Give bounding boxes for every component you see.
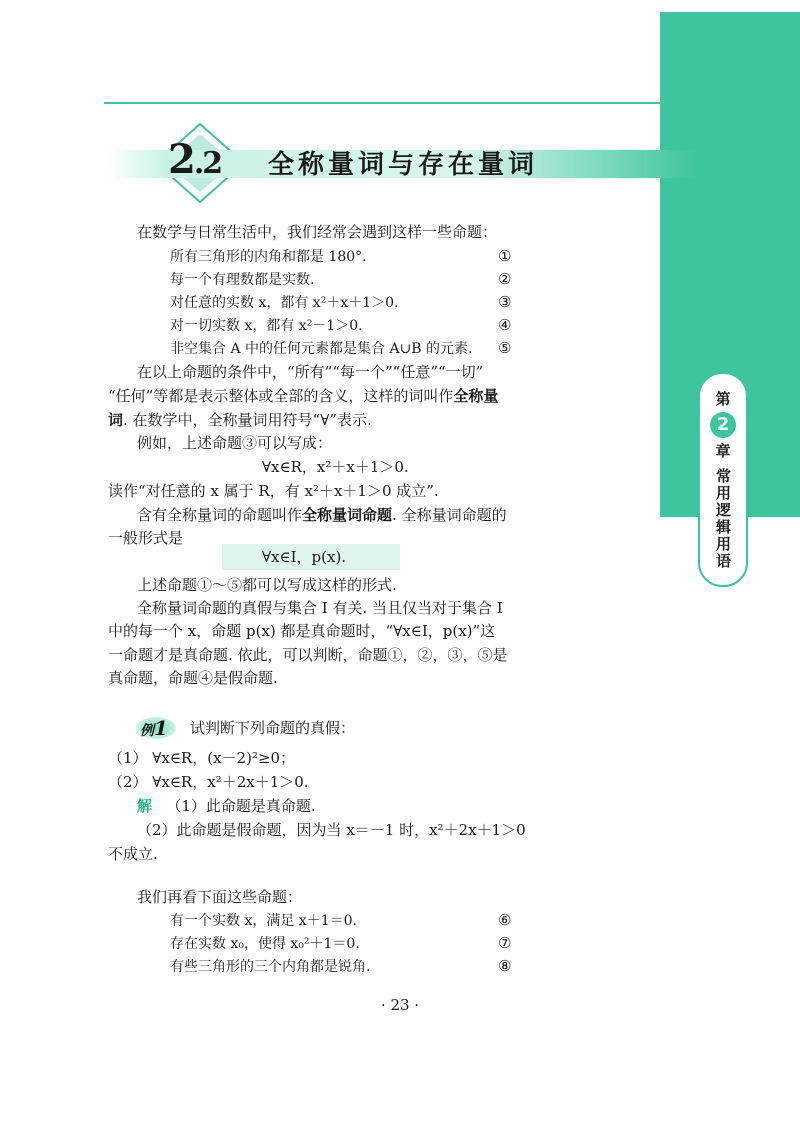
example-label [140,716,168,740]
solution-line2: （2）此命题是假命题，因为当 x＝－1 时，x²＋2x＋1＞0 [137,821,526,839]
intro-text: 在数学与日常生活中，我们经常会遇到这样一些命题： [137,223,498,241]
proposition-7-mark: ⑦ [498,934,512,952]
chapter-tab-zhang: 章 [715,442,731,460]
para1-line3-text: . 在数学中，全称量词用符号“∀”表示. [123,411,372,429]
proposition-3-mark: ③ [498,293,512,311]
para3-line1 [137,505,507,525]
proposition-2: 每一个有理数都是实数. [170,272,315,288]
para4-line2: 中的每一个 x，命题 p(x) 都是真命题时，“∀x∈I，p(x)”这 [108,622,496,640]
term-universal-quantifier: 全称量 [453,387,499,405]
term-universal-proposition: 全称量词命题 [302,506,393,524]
para1-line2-text: “任何”等都是表示整体或全部的含义，这样的词叫作 [108,387,454,405]
example-question-2: （2） ∀x∈R，x²＋2x＋1＞0. [108,773,309,791]
chapter-tab-name: 常用逻辑用语 [714,468,732,570]
para1-line1: 在以上命题的条件中，“所有”“每一个”“任意”“一切” [137,363,484,381]
section-number-minor: .2 [193,146,222,181]
proposition-3: 对任意的实数 x，都有 x²＋x＋1＞0. [170,295,399,311]
proposition-7: 存在实数 x₀，使得 x₀²＋1＝0. [170,936,360,952]
section-number [168,136,221,183]
para4-line3: 一命题才是真命题. 依此，可以判断，命题①，②，③，⑤是 [108,646,508,664]
para3-line1-tail: . 全称量词命题的 [392,506,507,524]
para4-line1: 全称量词命题的真假与集合 I 有关. 当且仅当对于集合 I [137,599,503,617]
solution-answer-1: （1）此命题是真命题. [166,797,316,815]
para1-line3 [108,410,372,430]
proposition-1-mark: ① [498,247,512,265]
chapter-number-badge: 2 [710,412,736,438]
example-label-li: 例 [140,723,154,739]
para3-line4: 上述命题①～⑤都可以写成这样的形式. [137,576,397,594]
chapter-tab [698,372,748,587]
section-number-major: 2 [168,136,194,183]
chapter-tab-di: 第 [715,390,731,408]
header-rule [104,102,704,104]
para2-line3: 读作“对任意的 x 属于 R，有 x²＋x＋1＞0 成立”. [108,482,439,500]
proposition-4-mark: ④ [498,316,512,334]
proposition-5: 非空集合 A 中的任何元素都是集合 A∪B 的元素. [170,341,473,357]
proposition-2-mark: ② [498,270,512,288]
proposition-6: 有一个实数 x，满足 x＋1＝0. [170,913,357,929]
page-number: · 23 · [380,996,420,1014]
solution-label: 解 [137,797,153,815]
proposition-1: 所有三角形的内角和都是 180°. [170,249,367,265]
example-question-1: （1） ∀x∈R，(x－2)²≥0； [108,749,296,767]
proposition-4: 对一切实数 x，都有 x²－1＞0. [170,318,363,334]
para4-line4: 真命题，命题④是假命题. [108,669,278,687]
general-form-formula: ∀x∈I，p(x). [262,548,347,566]
example-label-number: 1 [154,716,168,740]
term-universal-quantifier-end: 词 [108,411,124,429]
proposition-8: 有些三角形的三个内角都是锐角. [170,959,371,975]
proposition-5-mark: ⑤ [498,339,512,357]
proposition-8-mark: ⑧ [498,957,512,975]
solution-line3: 不成立. [108,845,158,863]
para3-line2: 一般形式是 [108,529,184,547]
intro2-text: 我们再看下面这些命题： [137,888,303,906]
para2-formula: ∀x∈R，x²＋x＋1＞0. [262,458,409,476]
para1-line2 [108,386,498,406]
section-title: 全称量词与存在量词 [268,150,539,180]
para3-line1-text: 含有全称量词的命题叫作 [137,506,303,524]
proposition-6-mark: ⑥ [498,911,512,929]
solution-line1 [137,796,316,816]
para2-line1: 例如，上述命题③可以写成： [137,434,333,452]
example-prompt: 试判断下列命题的真假： [190,719,356,737]
